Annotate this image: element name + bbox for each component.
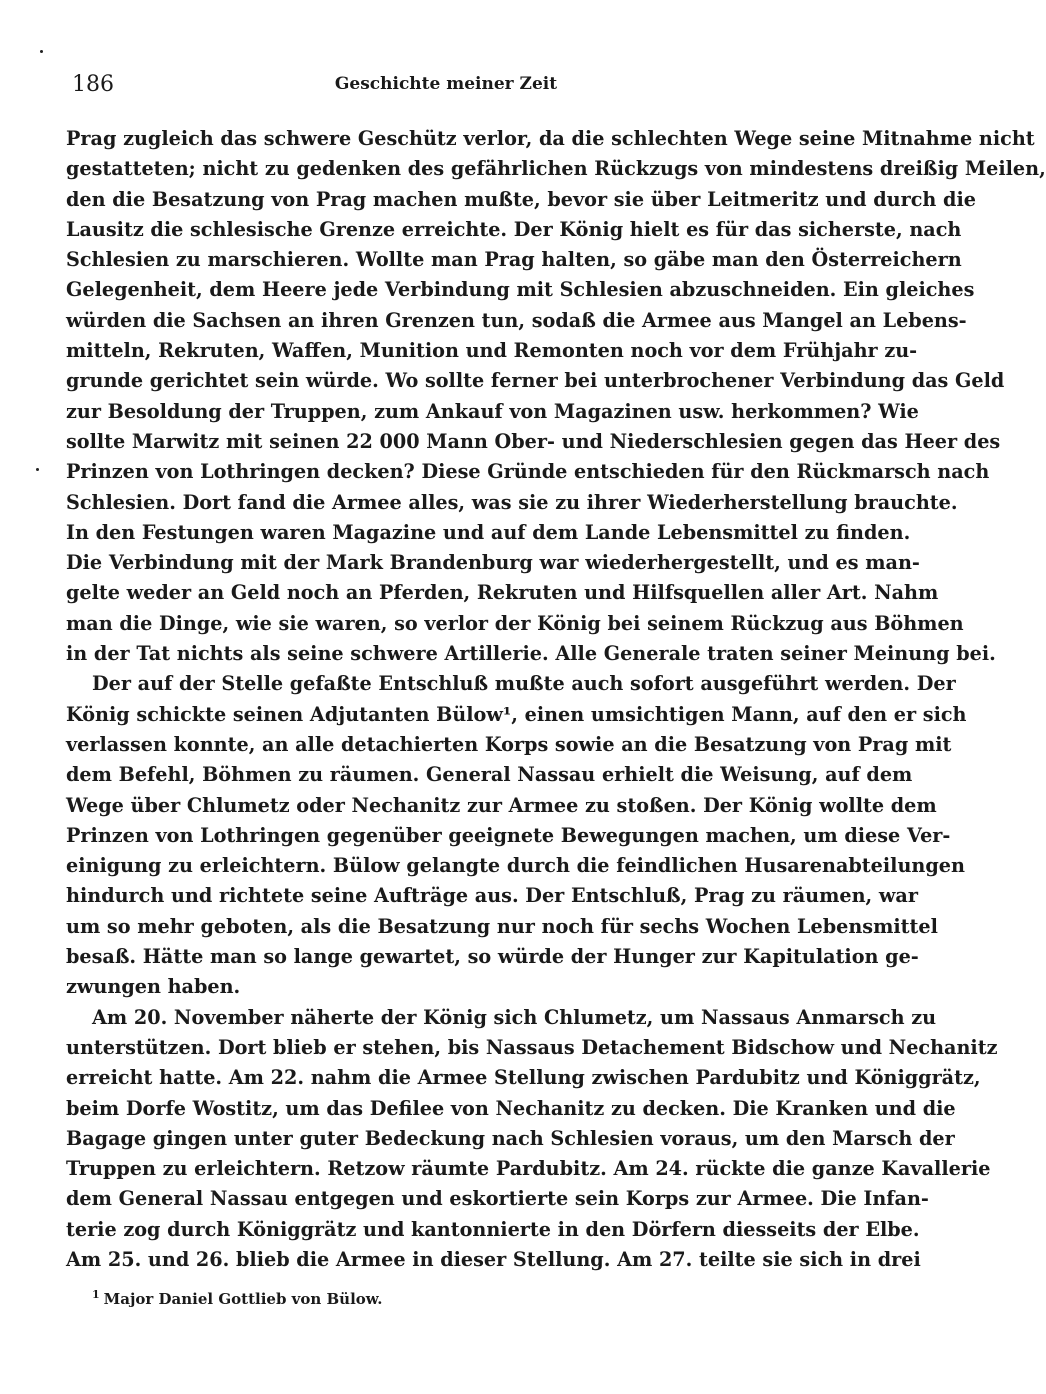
text-line: grunde gerichtet sein würde. Wo sollte ferner bei unterbrochener Verbindung das Geld [66,369,1005,393]
page-header [72,72,820,102]
text-line: dem Befehl, Böhmen zu räumen. General Nassau erhielt die Weisung, auf dem [66,763,913,787]
text-line: mitteln, Rekruten, Waffen, Munition und Remonten noch vor dem Frühjahr zu- [66,339,918,363]
text-line: man die Dinge, wie sie waren, so verlor der König bei seinem Rückzug aus Böhmen [66,611,964,635]
text-line: gelte weder an Geld noch an Pferden, Rekruten und Hilfsquellen aller Art. Nahm [66,581,939,605]
text-line: Prag zugleich das schwere Geschütz verlor, da die schlechten Wege seine Mitnahme nicht [66,127,1035,150]
text-line: verlassen konnte, an alle detachierten Korps sowie an die Besatzung von Prag mit [66,732,952,756]
text-line: zur Besoldung der Truppen, zum Ankauf von Magazinen usw. herkommen? Wie [66,399,919,423]
text-line: In den Festungen waren Magazine und auf dem Lande Lebensmittel zu finden. [66,520,911,544]
text-line: um so mehr geboten, als die Besatzung nur noch für sechs Wochen Lebensmittel [66,914,938,938]
text-line: erreicht hatte. Am 22. nahm die Armee Stellung zwischen Pardubitz und Königgrätz, [66,1066,981,1090]
text-line: Schlesien. Dort fand die Armee alles, was sie zu ihrer Wiederherstellung brauchte. [66,490,958,514]
text-line: würden die Sachsen an ihren Grenzen tun, sodaß die Armee aus Mangel an Lebens- [66,308,967,332]
body-text [66,124,1046,1275]
text-line: Lausitz die schlesische Grenze erreichte. Der König hielt es für das sicherste, nach [66,217,962,241]
text-line: Die Verbindung mit der Mark Brandenburg war wiederhergestellt, und es man- [66,551,920,575]
text-line: Wege über Chlumetz oder Nechanitz zur Armee zu stoßen. Der König wollte dem [66,793,937,817]
text-line: Gelegenheit, dem Heere jede Verbindung mit Schlesien abzuschneiden. Ein gleiches [66,278,975,302]
text-line: König schickte seinen Adjutanten Bülow¹, einen umsichtigen Mann, auf den er sich [66,702,967,726]
text-line: einigung zu erleichtern. Bülow gelangte durch die feindlichen Husarenabteilungen [66,854,965,878]
text-line: terie zog durch Königgrätz und kantonnierte in den Dörfern diesseits der Elbe. [66,1217,920,1241]
footnote-text: Major Daniel Gottlieb von Bülow. [103,1290,383,1308]
footnote [92,1288,382,1308]
text-line: gestatteten; nicht zu gedenken des gefährlichen Rückzugs von mindestens dreißig Meilen, [66,157,1046,181]
text-line: Truppen zu erleichtern. Retzow räumte Pardubitz. Am 24. rückte die ganze Kavallerie [66,1157,991,1181]
text-line: besaß. Hätte man so lange gewartet, so würde der Hunger zur Kapitulation ge- [66,945,919,969]
text-line: dem General Nassau entgegen und eskortierte sein Korps zur Armee. Die Infan- [66,1187,929,1211]
running-title: Geschichte meiner Zeit [334,74,558,94]
text-line: zwungen haben. [66,975,241,999]
text-line: Bagage gingen unter guter Bedeckung nach Schlesien voraus, um den Marsch der [66,1126,955,1150]
text-line: unterstützen. Dort blieb er stehen, bis Nassaus Detachement Bidschow und Nechanitz [66,1035,998,1059]
footnote-mark: 1 [92,1288,100,1301]
text-line: hindurch und richtete seine Aufträge aus. Der Entschluß, Prag zu räumen, war [66,884,918,908]
text-line: beim Dorfe Wostitz, um das Defilee von Nechanitz zu decken. Die Kranken und die [66,1096,956,1120]
text-line: den die Besatzung von Prag machen mußte, bevor sie über Leitmeritz und durch die [66,187,976,211]
text-line: Schlesien zu marschieren. Wollte man Prag halten, so gäbe man den Österreichern [66,248,962,272]
page-number: 186 [72,72,114,97]
text-line: sollte Marwitz mit seinen 22 000 Mann Ober- und Niederschlesien gegen das Heer des [66,429,1001,453]
text-line: Am 20. November näherte der König sich Chlumetz, um Nassaus Anmarsch zu [92,1005,937,1029]
text-line: Am 25. und 26. blieb die Armee in dieser Stellung. Am 27. teilte sie sich in drei [66,1247,921,1271]
scan-speck [40,50,43,53]
text-line: in der Tat nichts als seine schwere Artillerie. Alle Generale traten seiner Meinung bei. [66,642,996,666]
text-line: Prinzen von Lothringen gegenüber geeignete Bewegungen machen, um diese Ver- [66,823,951,847]
text-line: Prinzen von Lothringen decken? Diese Gründe entschieden für den Rückmarsch nach [66,460,990,484]
scan-speck [36,468,39,471]
text-line: Der auf der Stelle gefaßte Entschluß mußte auch sofort ausgeführt werden. Der [92,672,956,696]
